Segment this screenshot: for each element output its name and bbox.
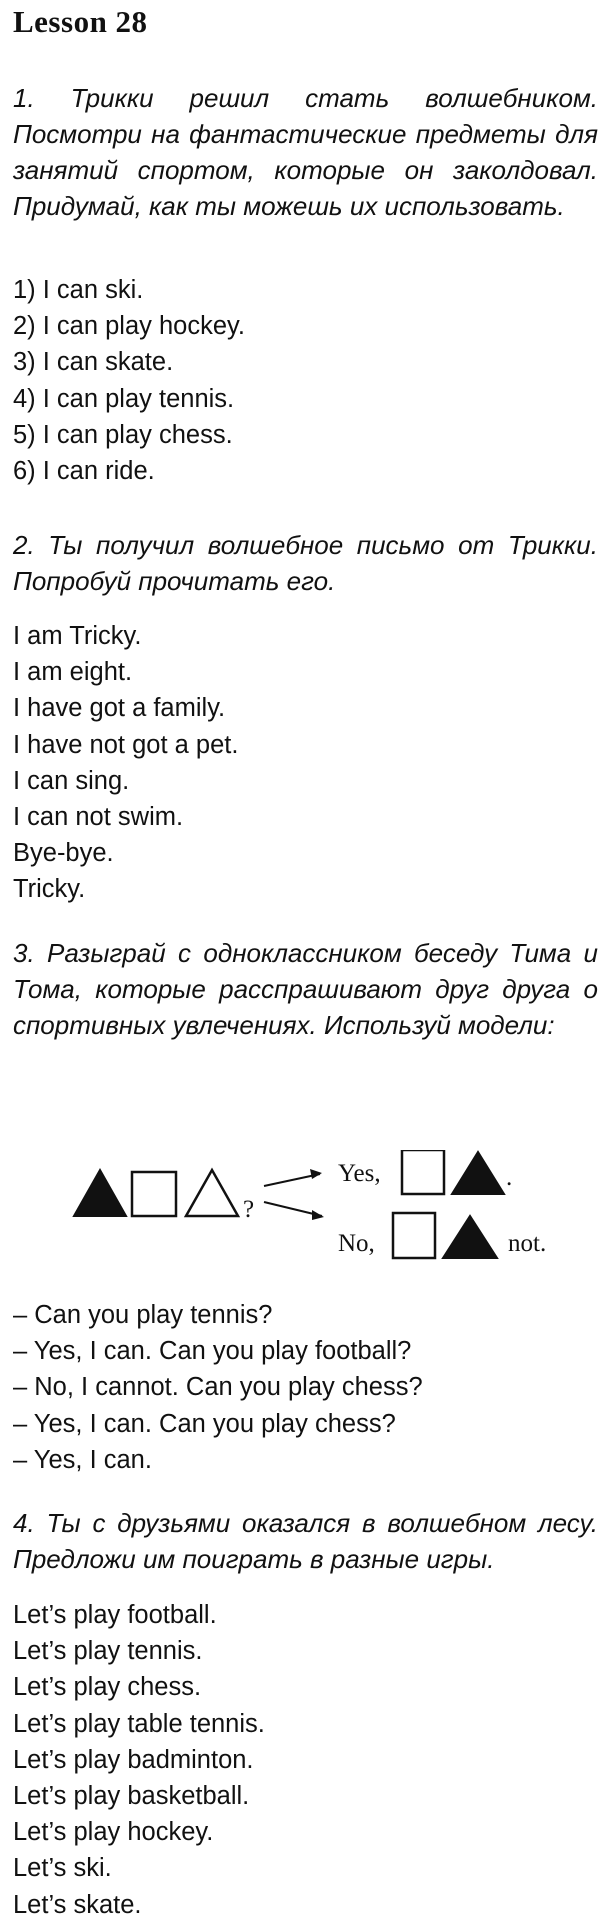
yes-label: Yes, (338, 1160, 381, 1187)
task1-line: 5) I can play chess. (13, 420, 233, 449)
dialogue-line: – Yes, I can. (13, 1445, 152, 1474)
dialogue-line: – No, I cannot. Can you play chess? (13, 1373, 423, 1402)
suggestion-line: Let’s skate. (13, 1890, 142, 1919)
speech-model-diagram (0, 1150, 611, 1285)
yes-filled-triangle-icon (452, 1152, 504, 1194)
task3-dialogue (13, 1297, 423, 1478)
no-label: No, (338, 1230, 375, 1257)
task1-line: 2) I can play hockey. (13, 312, 245, 341)
yes-end: . (506, 1164, 513, 1191)
task3-instruction: 3. Разыграй с одноклассником беседу Тима и Тома, которые расспрашивают друг друга о спортивных увлечениях. Используй модели: (13, 938, 598, 1040)
square-icon (132, 1172, 176, 1216)
letter-line: I can not swim. (13, 803, 184, 832)
task1-line: 4) I can play tennis. (13, 384, 235, 413)
yes-square-icon (402, 1150, 444, 1194)
task4-lines (13, 1597, 265, 1923)
no-square-icon (393, 1213, 435, 1258)
task1-line: 3) I can skate. (13, 348, 174, 377)
letter-line: I am eight. (13, 658, 133, 687)
no-filled-triangle-icon (443, 1216, 497, 1258)
outline-triangle-icon (186, 1170, 238, 1216)
suggestion-line: Let’s ski. (13, 1854, 112, 1883)
suggestion-line: Let’s play hockey. (13, 1818, 214, 1847)
no-end: not. (508, 1230, 547, 1257)
dialogue-line: – Yes, I can. Can you play chess? (13, 1409, 396, 1438)
letter-line: Tricky. (13, 875, 86, 904)
letter-line: I can sing. (13, 766, 130, 795)
suggestion-line: Let’s play badminton. (13, 1745, 254, 1774)
filled-triangle-icon (74, 1170, 126, 1216)
task1-lines (13, 272, 245, 489)
suggestion-line: Let’s play football. (13, 1601, 217, 1629)
task2-lines (13, 618, 238, 908)
lesson-title: Lesson 28 (13, 4, 148, 39)
letter-line: I am Tricky. (13, 622, 142, 650)
task1-instruction: 1. Трикки решил стать волшебником. Посмотри на фантастические предметы для занятий спортом, которые он заколдовал. Придумай, как ты можешь их использовать. (13, 83, 598, 221)
suggestion-line: Let’s play chess. (13, 1673, 202, 1702)
dialogue-line: – Yes, I can. Can you play football? (13, 1337, 412, 1366)
dialogue-line: – Can you play tennis? (13, 1301, 273, 1329)
suggestion-line: Let’s play table tennis. (13, 1709, 265, 1738)
task1-line: 6) I can ride. (13, 457, 155, 486)
task1-line: 1) I can ski. (13, 276, 144, 304)
task4-instruction: 4. Ты с друзьями оказался в волшебном лесу. Предложи им поиграть в разные игры. (13, 1508, 598, 1574)
letter-line: I have got a family. (13, 694, 226, 723)
task2-instruction: 2. Ты получил волшебное письмо от Трикки. Попробуй прочитать его. (13, 530, 598, 596)
suggestion-line: Let’s play tennis. (13, 1637, 203, 1666)
question-mark: ? (243, 1196, 255, 1223)
letter-line: Bye-bye. (13, 839, 114, 868)
letter-line: I have not got a pet. (13, 730, 239, 759)
suggestion-line: Let’s play basketball. (13, 1782, 250, 1811)
